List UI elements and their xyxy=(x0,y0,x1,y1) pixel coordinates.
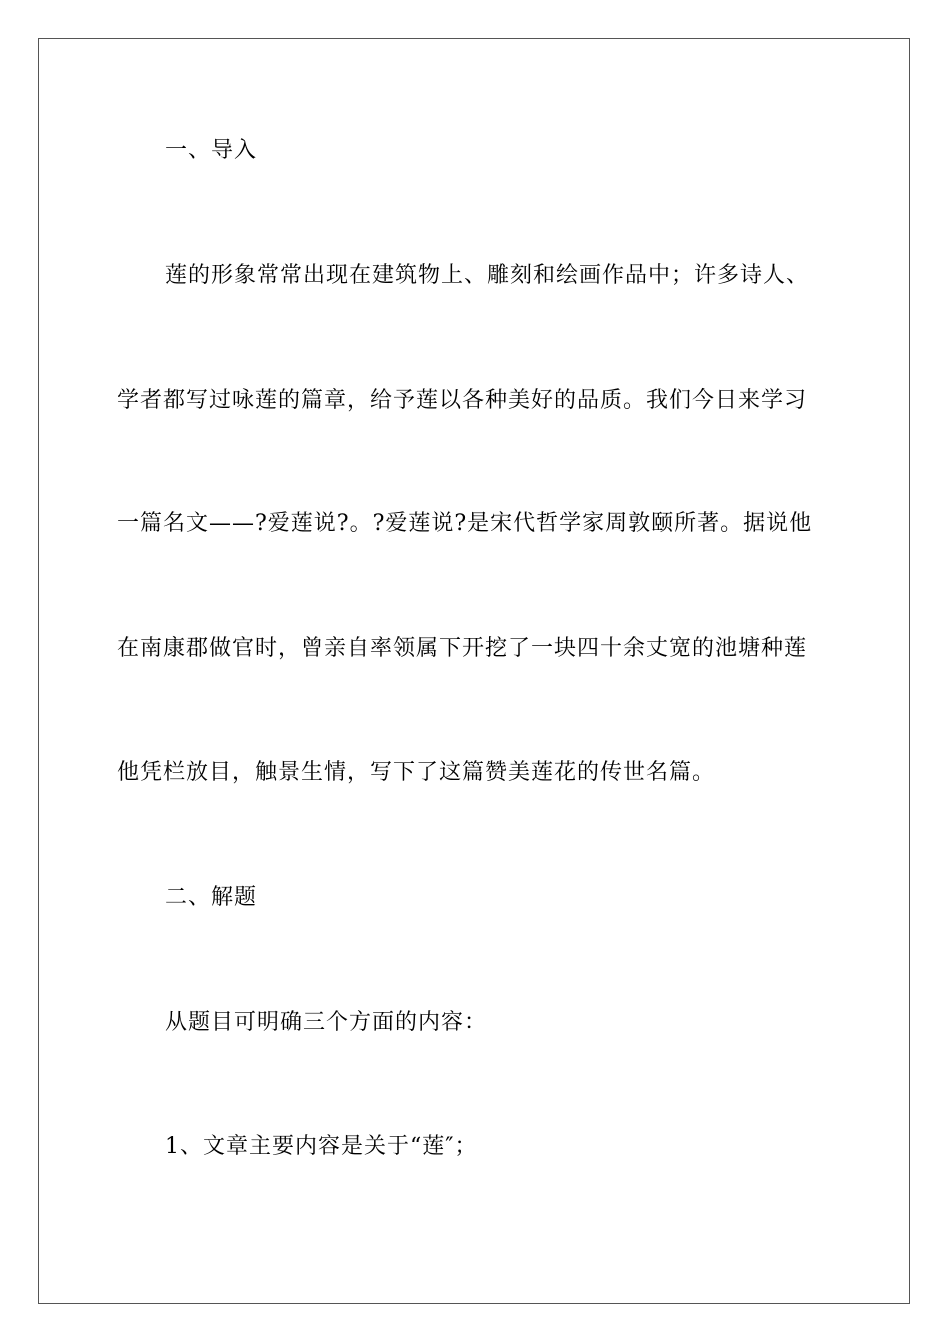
paragraph-line: 学者都写过咏莲的篇章，给予莲以各种美好的品质。我们今日来学习 xyxy=(117,388,808,413)
paragraph-line: 在南康郡做官时，曾亲自率领属下开挖了一块四十余丈宽的池塘种莲 xyxy=(117,636,808,661)
section-heading-title-analysis: 二、解题 xyxy=(165,885,258,910)
paragraph-line: 他凭栏放目，触景生情，写下了这篇赞美莲花的传世名篇。 xyxy=(117,760,716,785)
paragraph-line: 从题目可明确三个方面的内容： xyxy=(165,1010,488,1035)
list-item: 1、文章主要内容是关于“莲″； xyxy=(165,1134,478,1159)
paragraph-line: 莲的形象常常出现在建筑物上、雕刻和绘画作品中；许多诗人、 xyxy=(165,263,810,288)
paragraph-line: 一篇名文——?爱莲说?。?爱莲说?是宋代哲学家周敦颐所著。据说他 xyxy=(117,511,813,536)
section-heading-intro: 一、导入 xyxy=(165,138,258,163)
page-border xyxy=(38,38,910,1304)
